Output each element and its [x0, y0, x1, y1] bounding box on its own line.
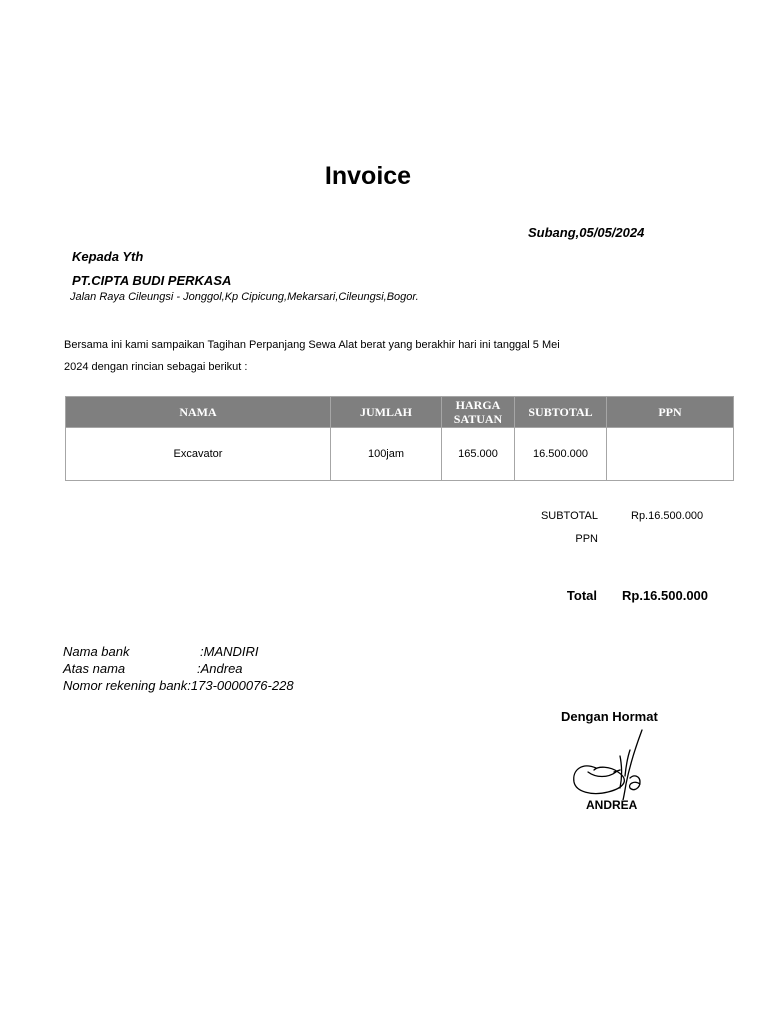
account-number-line: [63, 678, 294, 693]
bank-name-line: [63, 644, 259, 659]
cell-subtotal: 16.500.000: [515, 428, 607, 481]
invoice-items-table: [65, 396, 734, 481]
subtotal-label: SUBTOTAL: [540, 510, 598, 522]
bank-name-value: :MANDIRI: [200, 644, 259, 659]
subtotal-value: Rp.16.500.000: [631, 510, 704, 522]
table-header-row: [66, 397, 734, 428]
bank-name-label: Nama bank: [63, 644, 130, 659]
column-header-subtotal: SUBTOTAL: [515, 397, 607, 428]
recipient-company: PT.CIPTA BUDI PERKASA: [72, 273, 232, 288]
account-number-value: :173-0000076-228: [187, 678, 294, 693]
closing-text: Dengan Hormat: [561, 709, 658, 724]
invoice-title: Invoice: [324, 162, 412, 190]
total-value: Rp.16.500.000: [622, 588, 709, 603]
recipient-greeting: Kepada Yth: [72, 249, 144, 264]
column-header-ppn: PPN: [607, 397, 734, 428]
table-row: [66, 428, 734, 481]
total-label: Total: [566, 588, 597, 603]
column-header-jumlah: JUMLAH: [331, 397, 442, 428]
cell-nama: Excavator: [66, 428, 331, 481]
invoice-date: Subang,05/05/2024: [528, 225, 645, 240]
intro-line-1: Bersama ini kami sampaikan Tagihan Perpanjang Sewa Alat berat yang berakhir hari ini tanggal 5 Mei: [64, 339, 560, 351]
recipient-address: Jalan Raya Cileungsi - Jonggol,Kp Cipicung,Mekarsari,Cileungsi,Bogor.: [70, 291, 419, 303]
column-header-harga-satuan: HARGA SATUAN: [442, 397, 515, 428]
account-holder-value: :Andrea: [197, 661, 243, 676]
account-holder-label: Atas nama: [63, 661, 126, 676]
signatory-name: ANDREA: [586, 798, 638, 812]
cell-jumlah: 100jam: [331, 428, 442, 481]
intro-paragraph: [64, 334, 604, 378]
column-header-nama: NAMA: [66, 397, 331, 428]
ppn-label: PPN: [575, 533, 598, 545]
intro-line-2: 2024 dengan rincian sebagai berikut :: [64, 361, 248, 373]
cell-ppn: [607, 428, 734, 481]
account-number-label: Nomor rekening bank: [63, 678, 188, 693]
cell-harga-satuan: 165.000: [442, 428, 515, 481]
handwritten-signature: [568, 726, 658, 800]
account-holder-line: [63, 661, 243, 676]
